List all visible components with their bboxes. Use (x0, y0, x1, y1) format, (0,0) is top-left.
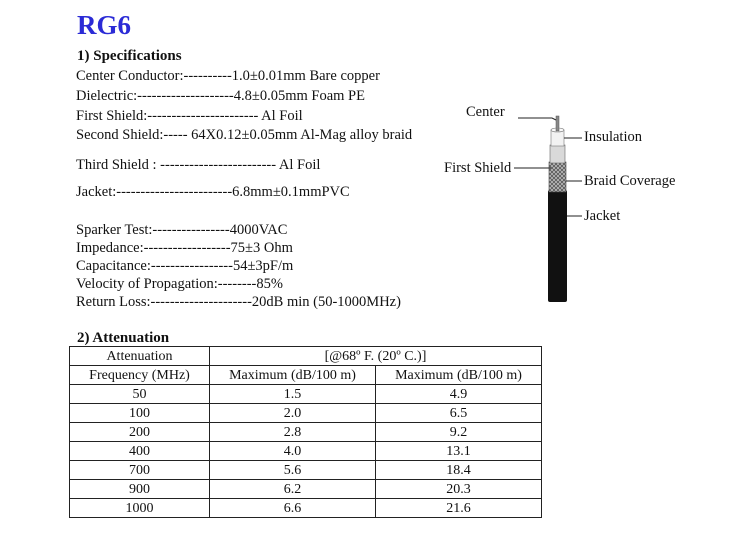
spec-second-shield: Second Shield:----- 64X0.12±0.05mm Al-Mag alloy braid (76, 127, 413, 143)
cell-max-1: 6.2 (210, 480, 376, 499)
spec-dielectric: Dielectric:--------------------4.8±0.05mm Foam PE (76, 88, 365, 104)
spec-capacitance: Capacitance:-----------------54±3pF/m (76, 258, 294, 274)
cable-braid (549, 162, 566, 192)
specifications-heading: 1) Specifications (77, 48, 182, 64)
cell-max-2: 6.5 (376, 404, 542, 423)
spec-velocity: Velocity of Propagation:--------85% (76, 276, 283, 292)
spec-first-shield: First Shield:----------------------- Al Foil (76, 108, 303, 124)
table-header-row (70, 347, 542, 366)
spec-third-shield: Third Shield : ------------------------ Al Foil (76, 157, 321, 173)
label-braid-coverage: Braid Coverage (584, 173, 676, 189)
cell-max-1: 6.6 (210, 499, 376, 518)
cell-frequency: 50 (70, 385, 210, 404)
table-row (70, 404, 542, 423)
cell-max-2: 13.1 (376, 442, 542, 461)
cell-max-1: 5.6 (210, 461, 376, 480)
table-row (70, 461, 542, 480)
cell-frequency: 700 (70, 461, 210, 480)
col-maximum-2: Maximum (dB/100 m) (376, 366, 542, 385)
label-insulation: Insulation (584, 129, 642, 145)
table-row (70, 423, 542, 442)
cable-center-conductor (556, 116, 559, 131)
table-row (70, 499, 542, 518)
spec-center-conductor: Center Conductor:----------1.0±0.01mm Bare copper (76, 68, 380, 84)
cell-max-2: 21.6 (376, 499, 542, 518)
cell-max-1: 2.0 (210, 404, 376, 423)
cell-frequency: 200 (70, 423, 210, 442)
spec-impedance: Impedance:------------------75±3 Ohm (76, 240, 293, 256)
cell-max-2: 9.2 (376, 423, 542, 442)
table-row (70, 442, 542, 461)
spec-jacket: Jacket:------------------------6.8mm±0.1mmPVC (76, 184, 350, 200)
col-frequency: Frequency (MHz) (70, 366, 210, 385)
cell-max-1: 1.5 (210, 385, 376, 404)
spec-return-loss: Return Loss:---------------------20dB min (50-1000MHz) (76, 294, 401, 310)
label-jacket: Jacket (584, 208, 621, 224)
attenuation-table (69, 346, 542, 518)
cell-max-2: 4.9 (376, 385, 542, 404)
page-title: RG6 (77, 10, 131, 40)
label-first-shield: First Shield (444, 160, 512, 176)
table-row (70, 480, 542, 499)
cell-frequency: 100 (70, 404, 210, 423)
header-conditions: [@68º F. (20º C.)] (210, 347, 542, 366)
cell-max-2: 18.4 (376, 461, 542, 480)
cell-max-2: 20.3 (376, 480, 542, 499)
cable-jacket (548, 190, 567, 302)
label-center: Center (466, 104, 505, 120)
spec-sparker-test: Sparker Test:----------------4000VAC (76, 222, 288, 238)
table-column-row (70, 366, 542, 385)
col-maximum-1: Maximum (dB/100 m) (210, 366, 376, 385)
cell-max-1: 4.0 (210, 442, 376, 461)
cable-foil (550, 145, 565, 163)
cell-frequency: 900 (70, 480, 210, 499)
cell-frequency: 400 (70, 442, 210, 461)
table-row (70, 385, 542, 404)
attenuation-heading: 2) Attenuation (77, 330, 170, 346)
cable-dielectric (551, 130, 564, 146)
cell-max-1: 2.8 (210, 423, 376, 442)
cell-frequency: 1000 (70, 499, 210, 518)
header-attenuation: Attenuation (70, 347, 210, 366)
